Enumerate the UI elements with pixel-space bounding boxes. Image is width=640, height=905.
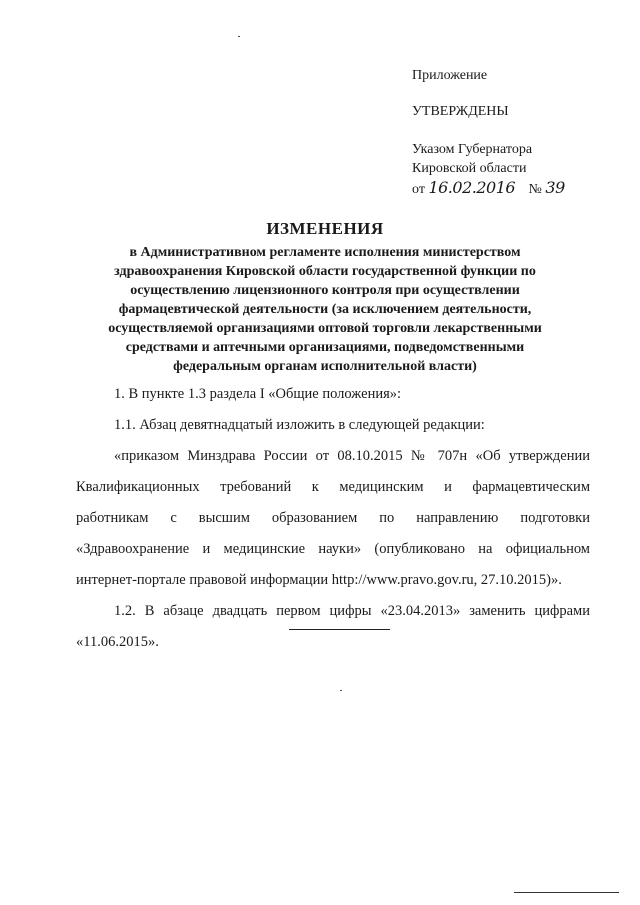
handwritten-number: 39	[545, 178, 565, 197]
subtitle-line: фармацевтической деятельности (за исключением деятельности,	[118, 302, 532, 317]
paragraph-1: 1. В пункте 1.3 раздела I «Общие положения»:	[114, 386, 402, 402]
subtitle-line: федеральным органам исполнительной власти)	[173, 359, 477, 374]
paragraph-line: Квалификационных требований к медицинским и фармацевтическим	[76, 479, 590, 495]
scan-speck	[238, 36, 240, 37]
paragraph-line: 1.2. В абзаце двадцать первом цифры «23.04.2013» заменить цифрами	[114, 603, 590, 619]
approval-block	[412, 66, 612, 199]
paragraph-line: «11.06.2015».	[76, 634, 159, 650]
document-subtitle	[60, 243, 590, 376]
subtitle-line: средствами и аптечными организациями, подведомственными	[125, 340, 525, 355]
paragraph-line: «Здравоохранение и медицинские науки» (опубликовано на официальном	[76, 541, 590, 557]
subtitle-line: здравоохранения Кировской области государственной функции по	[114, 264, 536, 279]
document-title: ИЗМЕНЕНИЯ	[266, 219, 384, 238]
handwritten-date: 16.02.2016	[428, 178, 516, 197]
subtitle-line: осуществляемой организациями оптовой торговли лекарственными	[108, 321, 542, 336]
decree-date-line	[412, 178, 612, 199]
paragraph-quote	[76, 441, 590, 596]
decree-line-1: Указом Губернатора	[412, 142, 533, 157]
date-prefix: от	[412, 182, 425, 197]
paragraph-line: «приказом Минздрава России от 08.10.2015 № 707н «Об утверждении	[114, 448, 590, 464]
subtitle-line: осуществлению лицензионного контроля при осуществлении	[130, 283, 520, 298]
approved-label: УТВЕРЖДЕНЫ	[412, 104, 509, 119]
footer-line	[514, 892, 619, 893]
appendix-label: Приложение	[412, 68, 488, 83]
paragraph-line: работникам с высшим образованием по направлению подготовки	[76, 510, 590, 526]
paragraph-1-2	[76, 596, 590, 658]
end-divider	[289, 629, 390, 630]
document-body	[76, 379, 590, 658]
paragraph-line: интернет-портале правовой информации http://www.pravo.gov.ru, 27.10.2015)».	[76, 572, 562, 588]
paragraph-1-1: 1.1. Абзац девятнадцатый изложить в следующей редакции:	[114, 417, 485, 433]
subtitle-line: в Административном регламенте исполнения министерством	[129, 245, 521, 260]
number-sign: №	[528, 182, 542, 197]
decree-line-2: Кировской области	[412, 161, 527, 176]
scan-speck	[340, 690, 342, 691]
